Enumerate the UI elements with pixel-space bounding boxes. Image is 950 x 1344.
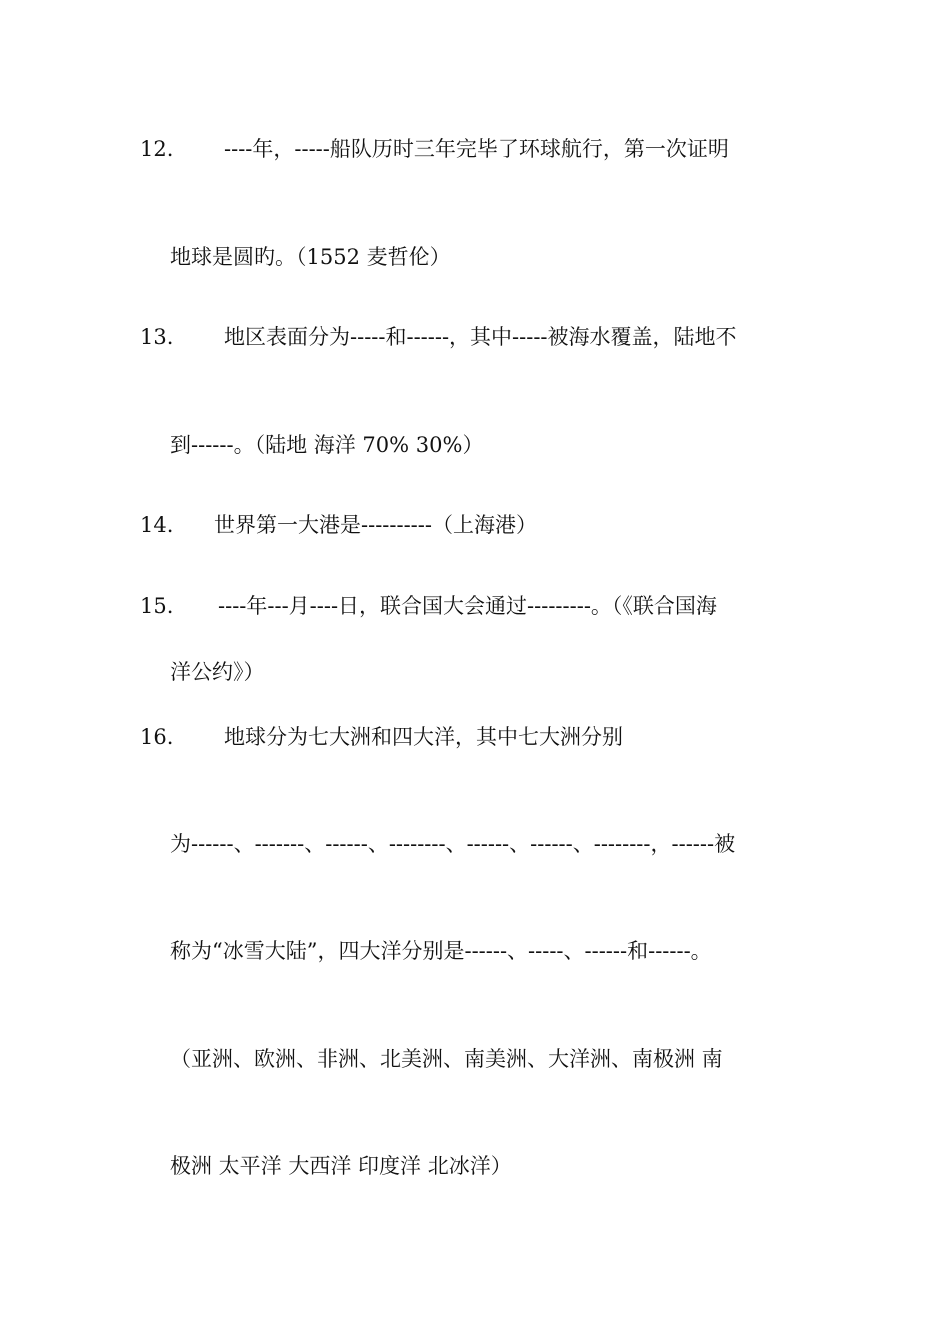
question-number: 14. bbox=[140, 513, 174, 537]
question-text-line: （亚洲、欧洲、非洲、北美洲、南美洲、大洋洲、南极洲 南 bbox=[170, 1047, 723, 1071]
question-text-line: 称为“冰雪大陆”，四大洋分别是------、-----、------和------。 bbox=[170, 939, 712, 963]
question-text-line: 地区表面分为-----和------，其中-----被海水覆盖，陆地不 bbox=[224, 325, 737, 349]
question-text-line: 极洲 太平洋 大西洋 印度洋 北冰洋） bbox=[170, 1154, 512, 1178]
question-number: 15. bbox=[140, 594, 174, 618]
question-text-line: 地球是圆旳。（1552 麦哲伦） bbox=[170, 245, 451, 269]
question-text-line: 到------。（陆地 海洋 70% 30%） bbox=[170, 433, 484, 457]
question-number: 16. bbox=[140, 725, 174, 749]
question-text-line: 地球分为七大洲和四大洋，其中七大洲分别 bbox=[224, 725, 623, 749]
question-text-line: 洋公约》） bbox=[170, 660, 265, 684]
question-text-line: ----年---月----日，联合国大会通过---------。（《联合国海 bbox=[218, 594, 717, 618]
question-text-line: ----年，-----船队历时三年完毕了环球航行，第一次证明 bbox=[224, 137, 729, 161]
question-text-line: 世界第一大港是----------（上海港） bbox=[214, 513, 537, 537]
question-number: 13. bbox=[140, 325, 174, 349]
question-number: 12. bbox=[140, 137, 174, 161]
question-text-line: 为------、-------、------、--------、------、------、--------，------被 bbox=[170, 832, 736, 856]
